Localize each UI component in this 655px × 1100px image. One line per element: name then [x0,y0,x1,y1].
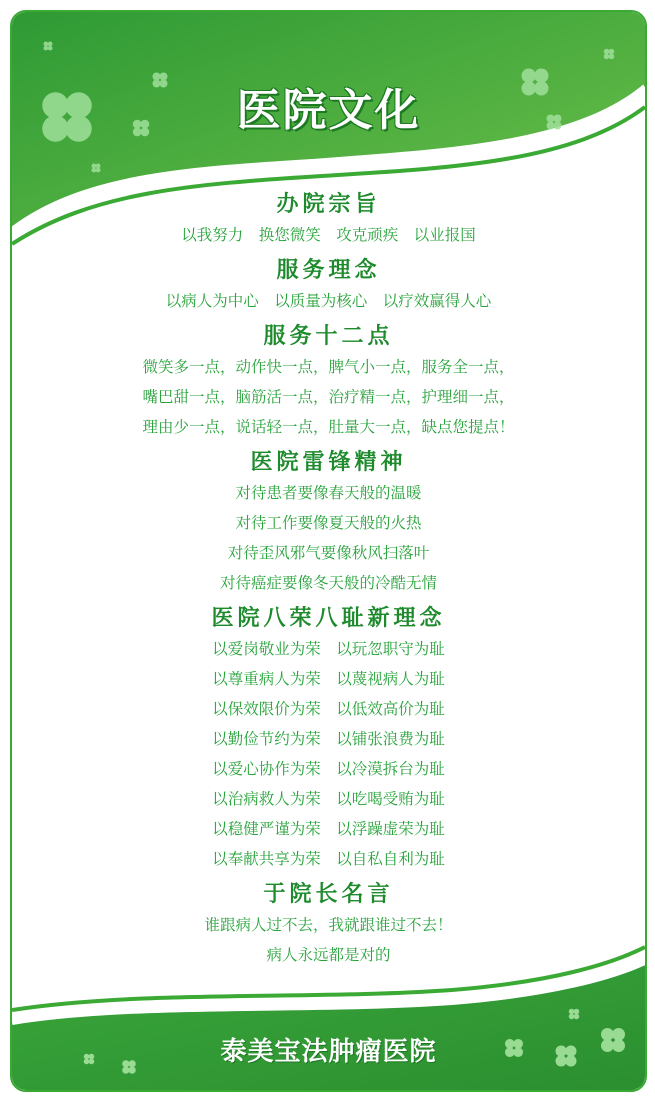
section-service-concept [12,256,645,316]
section-line: 以病人为中心 以质量为核心 以疗效赢得人心 [165,292,492,310]
content-area [12,190,645,976]
section-line: 以尊重病人为荣 以蔑视病人为耻 [212,670,445,688]
section-line: 对待癌症要像冬天般的冷酷无情 [219,574,437,592]
section-leifeng-spirit [12,448,645,598]
poster-title: 医院文化 [236,85,421,136]
section-line: 谁跟病人过不去，我就跟谁过不去！ [204,916,453,934]
section-line: 以稳健严谨为荣 以浮躁虚荣为耻 [212,820,445,838]
section-heading: 医院雷锋精神 [250,450,407,475]
section-line: 理由少一点，说话轻一点，肚量大一点，缺点您提点！ [142,418,515,436]
section-heading: 办院宗旨 [276,192,381,217]
section-line: 以奉献共享为荣 以自私自利为耻 [212,850,445,868]
section-line: 以爱岗敬业为荣 以玩忽职守为耻 [212,640,445,658]
section-line: 以爱心协作为荣 以冷漠拆台为耻 [212,760,445,778]
section-heading: 于院长名言 [263,882,394,907]
section-line: 以治病救人为荣 以吃喝受贿为耻 [212,790,445,808]
section-mission [12,190,645,250]
section-service-twelve [12,322,645,442]
section-line: 对待歪风邪气要像秋风扫落叶 [227,544,430,562]
poster-frame [10,10,647,1092]
section-line: 以我努力 换您微笑 攻克顽疾 以业报国 [181,226,476,244]
section-line: 病人永远都是对的 [266,946,391,964]
section-line: 对待患者要像春天般的温暖 [235,484,422,502]
section-heading: 服务十二点 [263,324,394,349]
section-line: 嘴巴甜一点，脑筋活一点，治疗精一点，护理细一点， [142,388,515,406]
hospital-name: 泰美宝法肿瘤医院 [220,1037,437,1067]
section-line: 以勤俭节约为荣 以铺张浪费为耻 [212,730,445,748]
section-director-quotes [12,880,645,970]
section-heading: 服务理念 [276,258,381,283]
section-heading: 医院八荣八耻新理念 [211,606,446,631]
section-line: 对待工作要像夏天般的火热 [235,514,422,532]
section-line: 以保效限价为荣 以低效高价为耻 [212,700,445,718]
section-eight-honors [12,604,645,874]
section-line: 微笑多一点，动作快一点，脾气小一点，服务全一点， [142,358,515,376]
